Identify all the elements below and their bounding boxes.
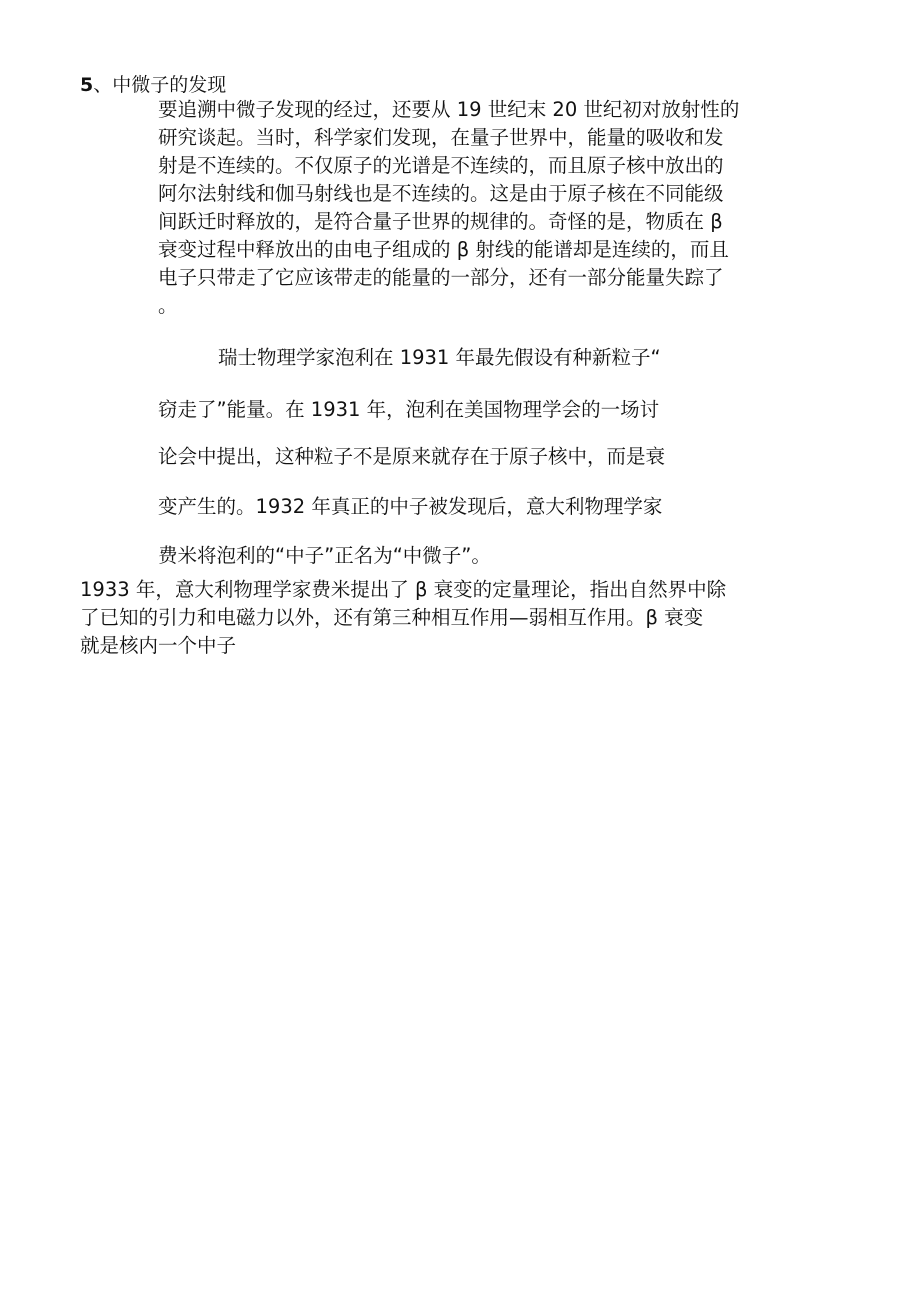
section-heading xyxy=(80,72,226,98)
paragraph-history xyxy=(158,96,838,320)
text-line: 窃走了”能量。在 1931 年，泡利在美国物理学会的一场讨 xyxy=(158,398,660,421)
section-title: 、中微子的发现 xyxy=(93,74,227,96)
text-line: 就是核内一个中子 xyxy=(80,634,237,657)
text-line: 电子只带走了它应该带走的能量的一部分，还有一部分能量失踪了 xyxy=(158,266,724,289)
text-line: 瑞士物理学家泡利在 1931 年最先假设有种新粒子“ xyxy=(218,346,661,369)
text-line: 论会中提出，这种粒子不是原来就存在于原子核中，而是衰 xyxy=(158,445,666,468)
text-line: 射是不连续的。不仅原子的光谱是不连续的，而且原子核中放出的 xyxy=(158,154,724,177)
text-line: 了已知的引力和电磁力以外，还有第三种相互作用—弱相互作用。β 衰变 xyxy=(80,606,704,629)
paragraph-fermi xyxy=(80,576,840,660)
text-line: 变产生的。1932 年真正的中子被发现后，意大利物理学家 xyxy=(158,495,663,518)
text-line: 要追溯中微子发现的经过，还要从 19 世纪末 20 世纪初对放射性的 xyxy=(158,98,740,121)
text-line: 衰变过程中释放出的由电子组成的 β 射线的能谱却是连续的，而且 xyxy=(158,238,729,261)
text-line: 。 xyxy=(158,294,178,317)
text-line: 间跃迁时释放的，是符合量子世界的规律的。奇怪的是，物质在 β xyxy=(158,210,723,233)
section-number: 5 xyxy=(80,74,94,96)
text-line: 1933 年，意大利物理学家费米提出了 β 衰变的定量理论，指出自然界中除 xyxy=(80,578,727,601)
text-line: 阿尔法射线和伽马射线也是不连续的。这是由于原子核在不同能级 xyxy=(158,182,724,205)
text-line: 研究谈起。当时，科学家们发现，在量子世界中，能量的吸收和发 xyxy=(158,126,724,149)
text-line: 费米将泡利的“中子”正名为“中微子”。 xyxy=(158,544,491,567)
